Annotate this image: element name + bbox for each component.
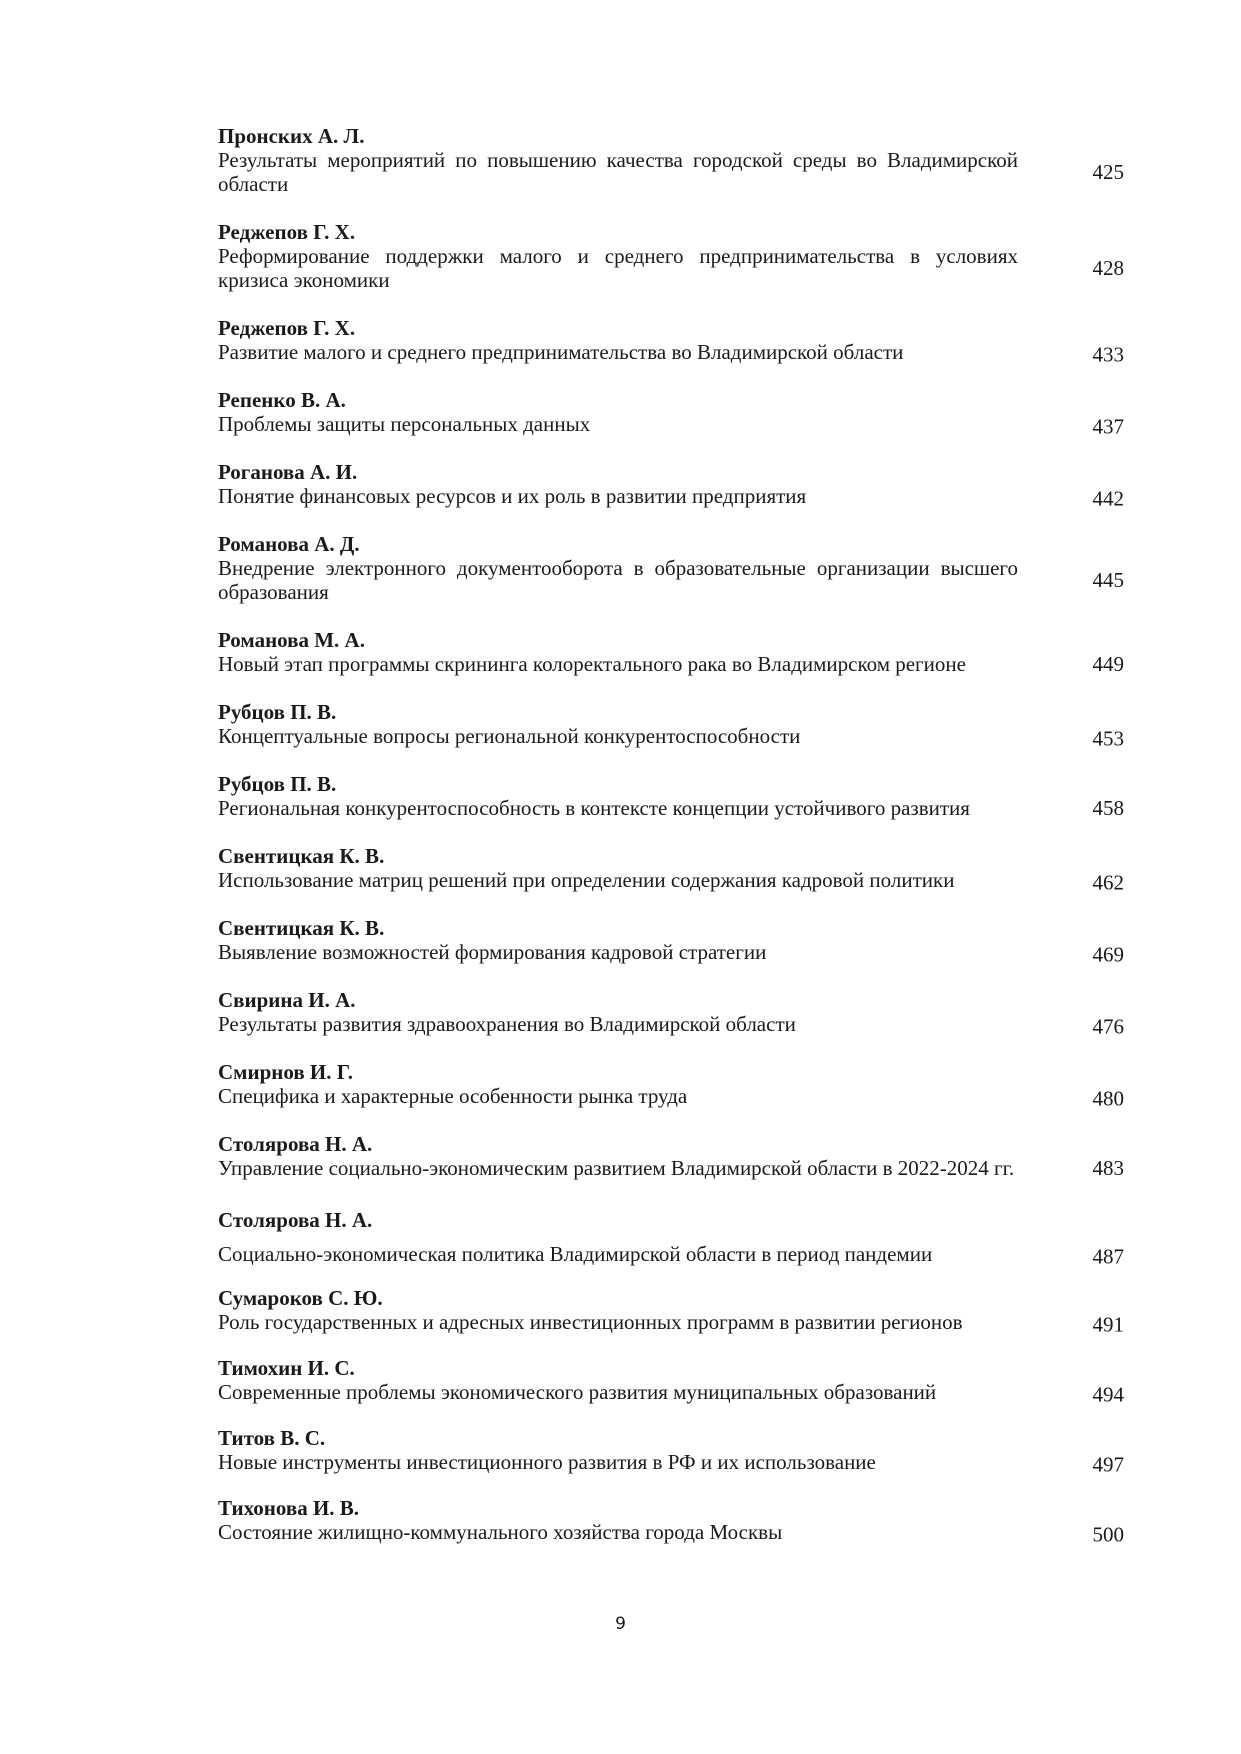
toc-row [218, 1520, 1124, 1547]
toc-entry [218, 460, 1124, 511]
toc-row [218, 1084, 1124, 1111]
toc-page-number: 480 [1092, 1086, 1124, 1111]
toc-title: Развитие малого и среднего предпринимательства во Владимирской области [218, 340, 904, 364]
toc-entry [218, 316, 1124, 367]
toc-row [218, 940, 1124, 967]
toc-title: Современные проблемы экономического развития муниципальных образований [218, 1380, 937, 1404]
toc-author: Смирнов И. Г. [218, 1060, 353, 1084]
toc-entry [218, 220, 1124, 292]
toc-author: Свирина И. А. [218, 988, 356, 1012]
toc-entry [218, 1208, 1124, 1269]
toc-title: Новые инструменты инвестиционного развития в РФ и их использование [218, 1450, 876, 1474]
toc-title: Результаты мероприятий по повышению качества городской среды во Владимирской области [218, 148, 1018, 196]
toc-author: Рубцов П. В. [218, 700, 337, 724]
table-of-contents [218, 124, 1124, 1547]
toc-page-number: 500 [1092, 1522, 1124, 1547]
toc-title: Реформирование поддержки малого и среднего предпринимательства в условиях кризиса экономики [218, 244, 1018, 292]
toc-entry [218, 700, 1124, 751]
toc-page-number: 497 [1092, 1452, 1124, 1477]
toc-entry [218, 1426, 1124, 1477]
toc-page-number: 442 [1092, 486, 1124, 511]
toc-row [218, 796, 1124, 820]
toc-title: Специфика и характерные особенности рынка труда [218, 1084, 688, 1108]
toc-author: Титов В. С. [218, 1426, 326, 1450]
toc-entry [218, 1060, 1124, 1111]
toc-entry [218, 532, 1124, 604]
toc-page-number: 445 [1092, 568, 1124, 592]
toc-author: Столярова Н. А. [218, 1208, 373, 1232]
toc-page-number: 425 [1092, 160, 1124, 184]
toc-page-number: 437 [1092, 414, 1124, 439]
toc-row [218, 724, 1124, 751]
toc-row [218, 652, 1124, 676]
toc-title: Понятие финансовых ресурсов и их роль в развитии предприятия [218, 484, 807, 508]
toc-author: Тихонова И. В. [218, 1496, 360, 1520]
toc-page-number: 469 [1092, 942, 1124, 967]
toc-row [218, 868, 1124, 895]
toc-title: Новый этап программы скрининга колоректального рака во Владимирском регионе [218, 652, 966, 676]
toc-row [218, 148, 1124, 196]
toc-author: Тимохин И. С. [218, 1356, 355, 1380]
toc-title: Роль государственных и адресных инвестиционных программ в развитии регионов [218, 1310, 963, 1334]
page-footer-number: 9 [615, 1614, 626, 1634]
toc-author: Роганова А. И. [218, 460, 358, 484]
toc-title: Результаты развития здравоохранения во Владимирской области [218, 1012, 796, 1036]
toc-row [218, 1156, 1124, 1180]
toc-page-number: 491 [1092, 1312, 1124, 1337]
toc-row [218, 1242, 1124, 1269]
toc-author: Романова А. Д. [218, 532, 360, 556]
toc-row [218, 556, 1124, 604]
toc-row [218, 412, 1124, 439]
toc-page-number: 449 [1092, 652, 1124, 676]
toc-entry [218, 1496, 1124, 1547]
toc-page-number: 483 [1092, 1156, 1124, 1180]
toc-title: Социально-экономическая политика Владимирской области в период пандемии [218, 1242, 933, 1266]
toc-row [218, 1310, 1124, 1337]
toc-page-number: 428 [1092, 256, 1124, 280]
toc-entry [218, 1286, 1124, 1337]
toc-title: Использование матриц решений при определении содержания кадровой политики [218, 868, 955, 892]
toc-entry [218, 388, 1124, 439]
toc-page-number: 462 [1092, 870, 1124, 895]
toc-author: Свентицкая К. В. [218, 916, 385, 940]
toc-title: Выявление возможностей формирования кадровой стратегии [218, 940, 767, 964]
toc-title: Концептуальные вопросы региональной конкурентоспособности [218, 724, 801, 748]
toc-author: Пронских А. Л. [218, 124, 365, 148]
toc-author: Репенко В. А. [218, 388, 346, 412]
toc-author: Свентицкая К. В. [218, 844, 385, 868]
toc-title: Региональная конкурентоспособность в контексте концепции устойчивого развития [218, 796, 970, 820]
toc-title: Проблемы защиты персональных данных [218, 412, 591, 436]
toc-page-number: 458 [1092, 796, 1124, 820]
toc-title: Внедрение электронного документооборота в образовательные организации высшего образования [218, 556, 1018, 604]
toc-author: Рубцов П. В. [218, 772, 337, 796]
toc-author: Реджепов Г. Х. [218, 316, 356, 340]
toc-entry [218, 916, 1124, 967]
toc-row [218, 1450, 1124, 1477]
toc-page-number: 433 [1092, 342, 1124, 367]
toc-author: Столярова Н. А. [218, 1132, 373, 1156]
toc-row [218, 484, 1124, 511]
toc-page-number: 453 [1092, 726, 1124, 751]
toc-entry [218, 844, 1124, 895]
toc-author: Реджепов Г. Х. [218, 220, 356, 244]
toc-row [218, 340, 1124, 367]
toc-row [218, 1380, 1124, 1407]
toc-entry [218, 772, 1124, 820]
toc-entry [218, 988, 1124, 1039]
toc-page-number: 476 [1092, 1014, 1124, 1039]
toc-page-number: 494 [1092, 1382, 1124, 1407]
toc-row [218, 244, 1124, 292]
toc-author: Сумароков С. Ю. [218, 1286, 383, 1310]
toc-author: Романова М. А. [218, 628, 365, 652]
toc-entry [218, 1132, 1124, 1180]
toc-title: Состояние жилищно-коммунального хозяйства города Москвы [218, 1520, 783, 1544]
toc-title: Управление социально-экономическим развитием Владимирской области в 2022-2024 гг. [218, 1156, 1015, 1180]
toc-entry [218, 628, 1124, 676]
toc-page-number: 487 [1092, 1244, 1124, 1269]
toc-row [218, 1012, 1124, 1039]
toc-entry [218, 124, 1124, 196]
toc-entry [218, 1356, 1124, 1407]
